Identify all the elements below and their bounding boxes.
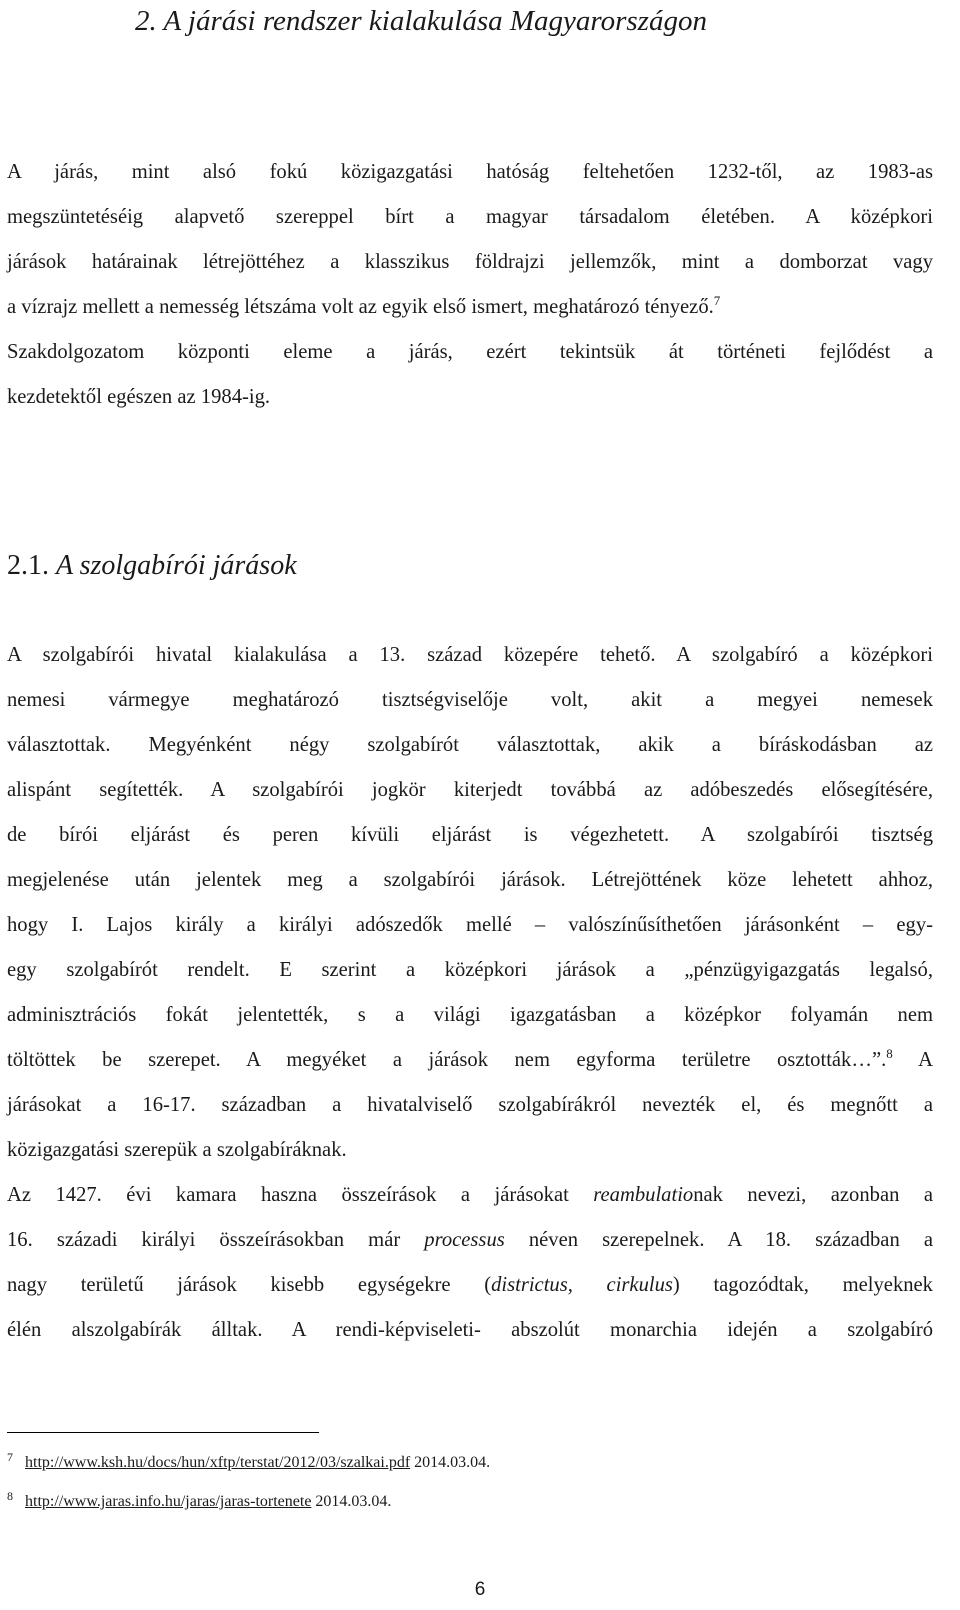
text-line: járásokat a 16-17. században a hivatalviselő szolgabírákról nevezték el, és megnőtt a (7, 1094, 933, 1116)
text-line: A szolgabírói hivatal kialakulása a 13. század közepére tehető. A szolgabíró a középkori (7, 644, 933, 666)
italic-term: reambulatio (593, 1184, 694, 1206)
text-line: közigazgatási szerepük a szolgabíráknak. (7, 1139, 347, 1161)
footnote-ref-7[interactable]: 7 (713, 293, 721, 309)
text-line (7, 1038, 933, 1083)
footnote-number: 7 (7, 1450, 13, 1464)
chapter-heading: 2. A járási rendszer kialakulása Magyarországon (135, 5, 707, 37)
text-line (7, 1263, 933, 1308)
intro-paragraph (7, 150, 933, 420)
text-segment: A (918, 1049, 933, 1071)
text-line: hogy I. Lajos király a királyi adószedők mellé – valószínűsíthetően járásonként – egy- (7, 914, 933, 936)
text-segment: Az 1427. évi kamara haszna összeírások a járásokat (7, 1184, 594, 1206)
footnote-date: 2014.03.04. (410, 1454, 491, 1471)
text-line (7, 1218, 933, 1263)
text-segment: 16. századi királyi összeírásokban már (7, 1229, 425, 1251)
section-paragraph (7, 633, 933, 1173)
text-segment: nagy területű járások kisebb egységekre ( (7, 1274, 492, 1296)
italic-term: processus (424, 1229, 505, 1251)
section-number: 2.1. (7, 550, 49, 581)
text-line: nemesi vármegye meghatározó tisztségviselője volt, akit a megyei nemesek (7, 689, 933, 711)
text-line: megjelenése után jelentek meg a szolgabírói járások. Létrejöttének köze lehetett ahhoz, (7, 869, 933, 891)
text-line: A járás, mint alsó fokú közigazgatási hatóság feltehetően 1232-től, az 1983-as (7, 161, 933, 183)
text-line: adminisztrációs fokát jelentették, s a világi igazgatásban a középkor folyamán nem (7, 1004, 933, 1026)
footnote-link[interactable]: http://www.ksh.hu/docs/hun/xftp/terstat/2012/03/szalkai.pdf (25, 1454, 411, 1471)
text-line (7, 285, 933, 330)
page-number: 6 (474, 1579, 486, 1600)
text-line: egy szolgabírót rendelt. E szerint a középkori járások a „pénzügyigazgatás legalsó, (7, 959, 933, 981)
footnote-number: 8 (7, 1489, 13, 1503)
italic-term: districtus, cirkulus (491, 1274, 673, 1296)
footnote-date: 2014.03.04. (311, 1493, 392, 1510)
text-line: kezdetektől egészen az 1984-ig. (7, 386, 271, 408)
text-line (7, 1173, 933, 1218)
footnote-8 (7, 1486, 391, 1512)
footnote-divider (7, 1432, 319, 1433)
text-line: megszüntetéséig alapvető szereppel bírt a magyar társadalom életében. A középkori (7, 206, 933, 228)
text-line: járások határainak létrejöttéhez a klasszikus földrajzi jellemzők, mint a domborzat vagy (7, 251, 933, 273)
footnote-link[interactable]: http://www.jaras.info.hu/jaras/jaras-tortenete (25, 1493, 312, 1510)
footnote-ref-8[interactable]: 8 (886, 1046, 893, 1062)
text-line: alispánt segítették. A szolgabírói jogkör kiterjedt továbbá az adóbeszedés elősegítésére, (7, 779, 933, 801)
text-segment: a vízrajz mellett a nemesség létszáma volt az egyik első ismert, meghatározó tényező. (7, 296, 714, 318)
third-paragraph (7, 1173, 933, 1353)
section-title: A szolgabírói járások (56, 550, 297, 581)
text-segment: nak nevezi, azonban a (693, 1184, 933, 1206)
text-segment: töltöttek be szerepet. A megyéket a járások nem egyforma területre osztották…”. (7, 1049, 887, 1071)
text-segment: ) tagozódtak, melyeknek (672, 1274, 933, 1296)
text-line: Szakdolgozatom központi eleme a járás, ezért tekintsük át történeti fejlődést a (7, 341, 933, 363)
text-segment: néven szerepelnek. A 18. században a (504, 1229, 933, 1251)
section-heading (7, 546, 297, 586)
text-line: választottak. Megyénként négy szolgabírót választottak, akik a bíráskodásban az (7, 734, 933, 756)
text-line: de bírói eljárást és peren kívüli eljárást is végezhetett. A szolgabírói tisztség (7, 824, 933, 846)
footnote-7 (7, 1447, 490, 1473)
text-line: élén alszolgabírák álltak. A rendi-képviseleti- abszolút monarchia idején a szolgabíró (7, 1319, 933, 1341)
